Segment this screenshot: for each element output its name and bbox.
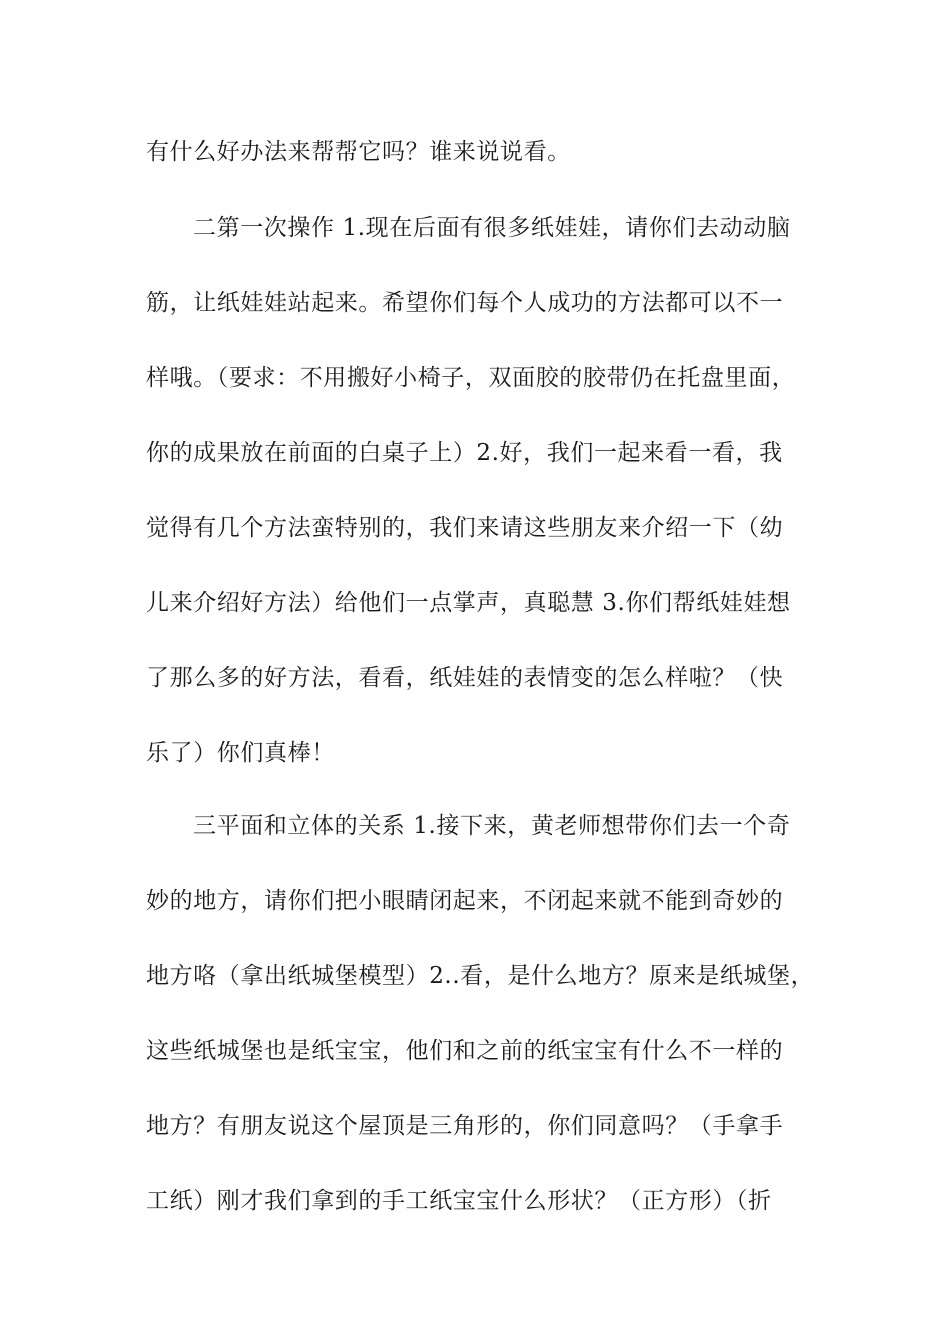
text-line: 你的成果放在前面的白桌子上）2.好，我们一起来看一看，我 xyxy=(146,440,783,466)
text-line: 样哦。（要求：不用搬好小椅子，双面胶的胶带仍在托盘里面， xyxy=(146,365,796,391)
text-line: 地方？有朋友说这个屋顶是三角形的，你们同意吗？（手拿手 xyxy=(146,1113,784,1139)
text-line: 觉得有几个方法蛮特别的，我们来请这些朋友来介绍一下（幼 xyxy=(146,515,784,541)
text-line: 工纸）刚才我们拿到的手工纸宝宝什么形状？（正方形）（折 xyxy=(146,1188,772,1214)
text-line: 这些纸城堡也是纸宝宝，他们和之前的纸宝宝有什么不一样的 xyxy=(146,1038,784,1064)
text-line: 儿来介绍好方法）给他们一点掌声，真聪慧 3.你们帮纸娃娃想 xyxy=(146,590,791,616)
text-line: 筋，让纸娃娃站起来。希望你们每个人成功的方法都可以不一 xyxy=(146,290,784,316)
text-line: 妙的地方，请你们把小眼睛闭起来，不闭起来就不能到奇妙的 xyxy=(146,888,784,914)
text-line: 有什么好办法来帮帮它吗？谁来说说看。 xyxy=(146,139,571,165)
paragraph-start-line: 三平面和立体的关系 1.接下来，黄老师想带你们去一个奇 xyxy=(193,813,791,839)
paragraph-start-line: 二第一次操作 1.现在后面有很多纸娃娃，请你们去动动脑 xyxy=(193,215,791,241)
text-line: 地方咯（拿出纸城堡模型）2..看，是什么地方？原来是纸城堡， xyxy=(146,963,815,989)
text-line: 了那么多的好方法，看看，纸娃娃的表情变的怎么样啦？（快 xyxy=(146,665,784,691)
text-line: 乐了）你们真棒！ xyxy=(146,740,335,766)
